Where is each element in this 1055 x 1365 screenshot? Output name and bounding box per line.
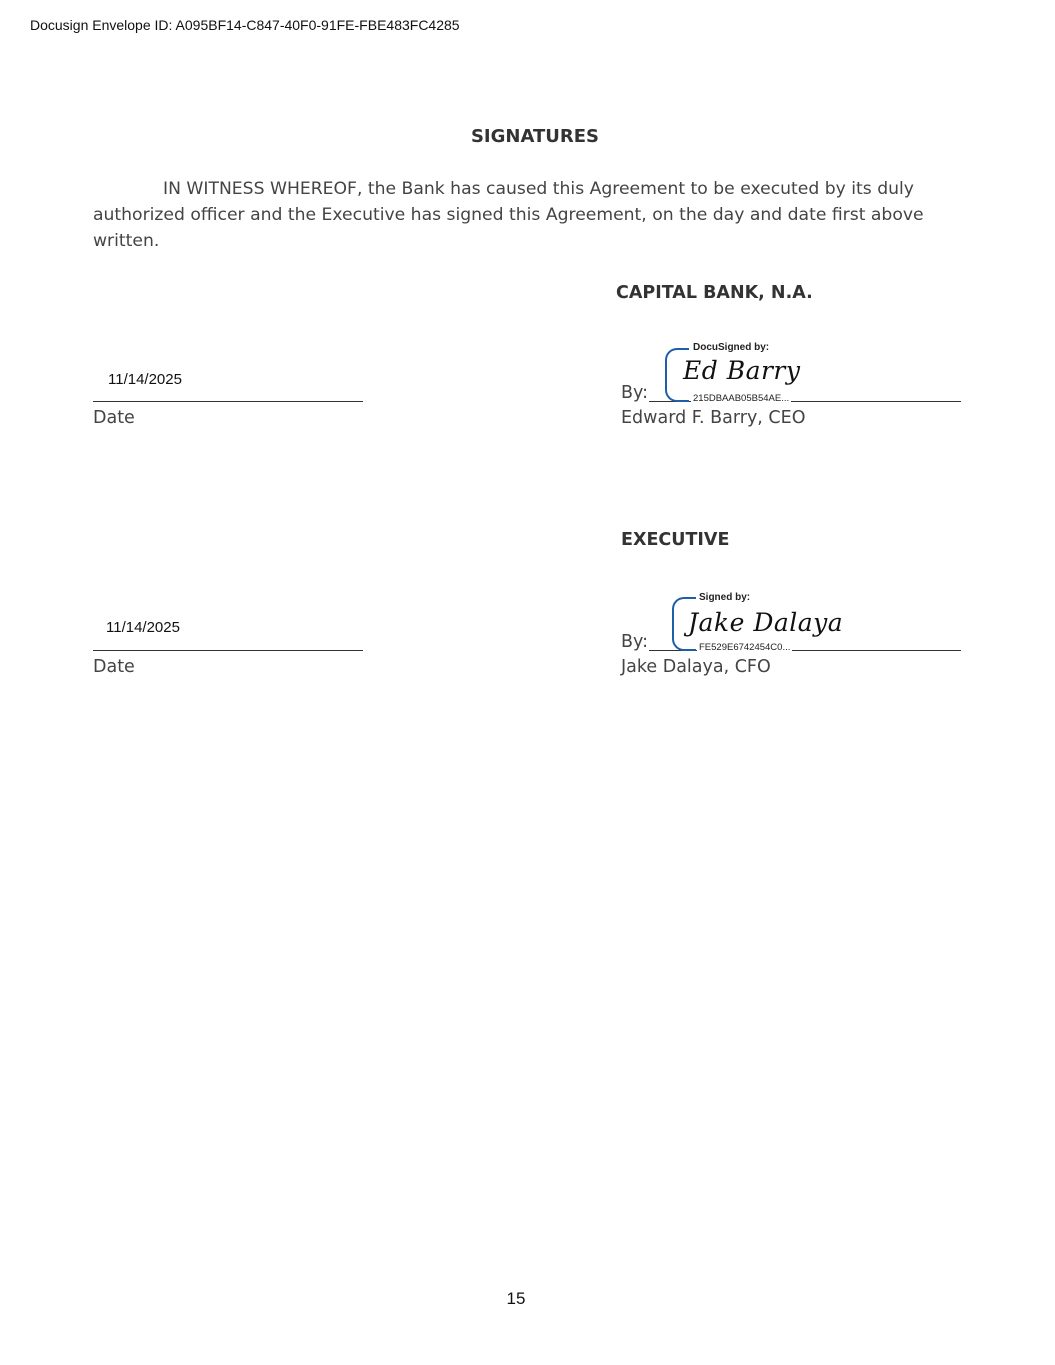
signer-name-executive: Jake Dalaya, CFO bbox=[621, 657, 771, 677]
signature-image-bank: Ed Barry bbox=[683, 356, 801, 385]
stamp-hash-bank: 215DBAAB05B54AE... bbox=[693, 393, 790, 404]
witness-paragraph: IN WITNESS WHEREOF, the Bank has caused this Agreement to be executed by its duly authorized officer and the Executive has signed this Agreement, on the day and date first above written. bbox=[93, 179, 924, 251]
date-value-executive: 11/14/2025 bbox=[106, 619, 180, 636]
date-label-executive: Date bbox=[93, 657, 135, 677]
stamp-hash-executive: FE529E6742454C0... bbox=[699, 642, 791, 653]
party-name-bank: CAPITAL BANK, N.A. bbox=[616, 283, 813, 303]
page-title: SIGNATURES bbox=[470, 126, 600, 147]
by-label-executive: By: bbox=[621, 632, 648, 652]
signer-name-bank: Edward F. Barry, CEO bbox=[621, 408, 806, 428]
envelope-id: Docusign Envelope ID: A095BF14-C847-40F0-91FE-FBE483FC4285 bbox=[30, 17, 460, 33]
signature-image-executive: Jake Dalaya bbox=[688, 608, 844, 637]
date-line-executive bbox=[93, 650, 363, 651]
date-label-bank: Date bbox=[93, 408, 135, 428]
stamp-heading-bank: DocuSigned by: bbox=[693, 342, 770, 353]
date-line-bank bbox=[93, 401, 363, 402]
stamp-heading-executive: Signed by: bbox=[699, 592, 751, 603]
by-label-bank: By: bbox=[621, 383, 648, 403]
page-number: 15 bbox=[506, 1289, 526, 1308]
date-value-bank: 11/14/2025 bbox=[108, 371, 182, 388]
party-name-executive: EXECUTIVE bbox=[621, 530, 730, 550]
